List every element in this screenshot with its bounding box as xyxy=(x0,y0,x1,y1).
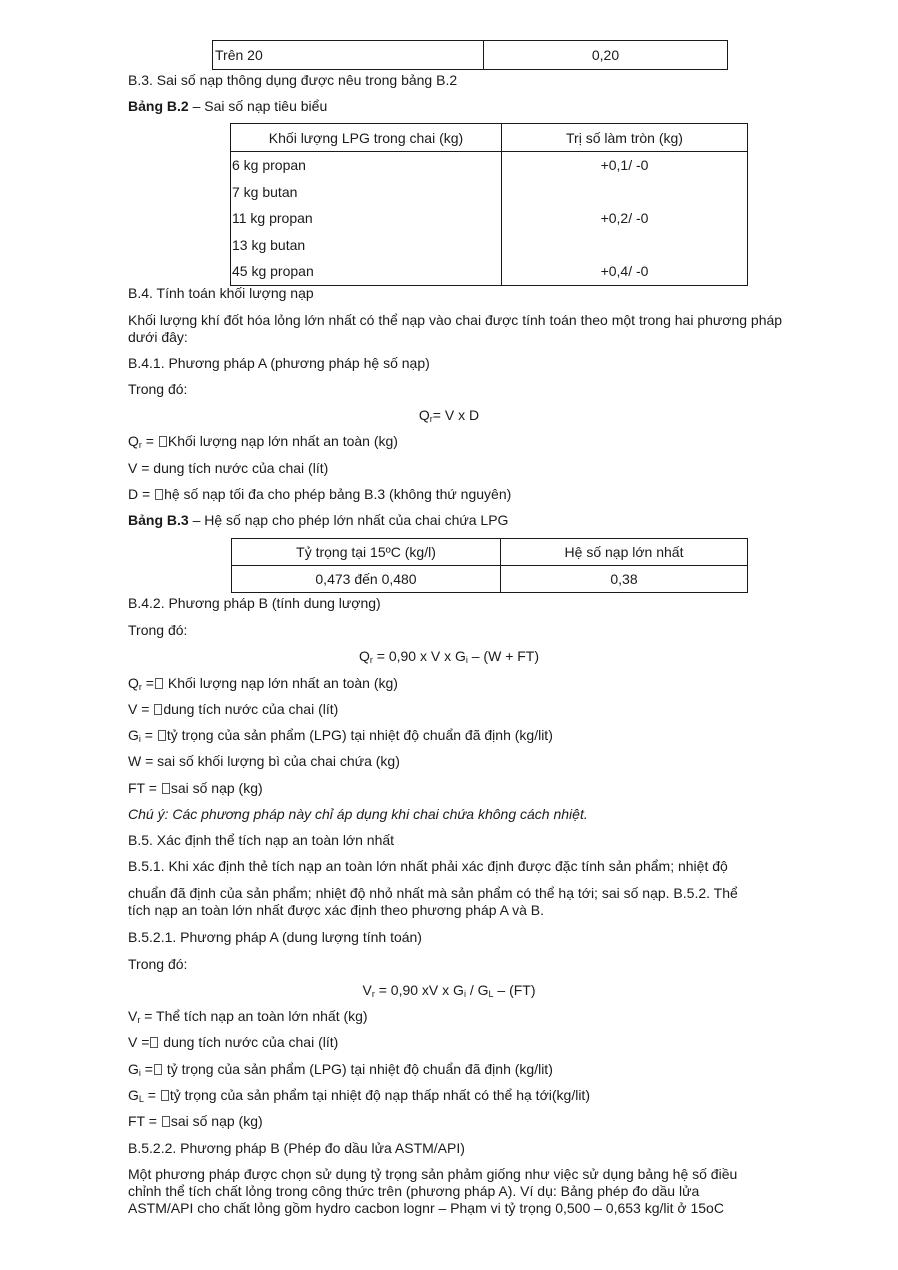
def-v-a xyxy=(128,460,328,477)
def-symbol: FT xyxy=(128,780,145,796)
def-equals: = xyxy=(141,433,158,449)
def-equals: = xyxy=(140,1061,153,1077)
b51-line-1: B.5.1. Khi xác định thẻ tích nạp an toàn lớn nhất phải xác định được đặc tính sản phẩm; nhiệt độ xyxy=(128,858,728,874)
def-vr-c xyxy=(128,1008,368,1025)
def-equals: = xyxy=(144,1113,161,1129)
table-b2-header-mass: Khối lượng LPG trong chai (kg) xyxy=(231,124,502,152)
b5-title: B.5. Xác định thể tích nạp an toàn lớn nhất xyxy=(128,832,395,848)
def-description: tỷ trọng của sản phẩm (LPG) tại nhiệt độ chuẩn đã định (kg/lit) xyxy=(162,1061,553,1077)
table-b3-caption-text: – Hệ số nạp cho phép lớn nhất của chai chứa LPG xyxy=(188,512,509,528)
def-v-c xyxy=(128,1034,338,1051)
def-equals: = xyxy=(144,780,161,796)
formula-b-subscript: r xyxy=(369,655,373,665)
def-description: tỷ trọng của sản phẩm (LPG) tại nhiệt độ chuẩn đã định (kg/lit) xyxy=(166,727,553,743)
def-description: dung tích nước của chai (lít) xyxy=(163,701,339,717)
missing-glyph-icon xyxy=(161,1090,169,1101)
def-equals: = xyxy=(137,701,154,717)
def-subscript: i xyxy=(138,1068,141,1078)
def-v-b xyxy=(128,701,338,718)
def-d-a xyxy=(128,486,511,503)
formula-c-rest: – (FT) xyxy=(493,982,536,998)
missing-glyph-icon xyxy=(154,1064,162,1075)
def-equals: = xyxy=(141,675,154,691)
table-b3 xyxy=(231,538,748,593)
def-description: sai số nạp (kg) xyxy=(170,780,263,796)
def-description: = sai số khối lượng bì của chai chứa (kg) xyxy=(141,753,400,769)
table-b3-header-density: Tỷ trọng tại 15ºC (kg/l) xyxy=(232,539,501,566)
table-b2-value-cell: +0,4/ -0 xyxy=(600,263,649,279)
formula-b xyxy=(0,648,898,665)
def-w-b xyxy=(128,753,400,770)
table-b3-caption xyxy=(128,512,508,529)
formula-b-symbol: Q xyxy=(358,648,370,664)
def-symbol: V xyxy=(128,1034,138,1050)
formula-c-subscript: r xyxy=(371,989,375,999)
table-b2-value-cell: +0,1/ -0 xyxy=(600,157,649,173)
table-b2-value-cell: +0,2/ -0 xyxy=(600,210,649,226)
formula-c-subscript-2: i xyxy=(463,989,466,999)
def-description: = Thể tích nạp an toàn lớn nhất (kg) xyxy=(140,1008,368,1024)
b3-text: B.3. Sai số nạp thông dụng được nêu trong bảng B.2 xyxy=(128,72,458,88)
top-table-left-cell: Trên 20 xyxy=(213,41,484,70)
def-symbol: Q xyxy=(128,675,139,691)
def-equals: = xyxy=(138,486,155,502)
table-b2-mass-cell: 6 kg propan xyxy=(232,157,306,173)
def-ft-c xyxy=(128,1113,263,1130)
formula-c-middle-2: / G xyxy=(465,982,489,998)
def-symbol: G xyxy=(128,1061,139,1077)
def-symbol: Q xyxy=(128,433,139,449)
trong-do-label: Trong đó: xyxy=(128,956,188,972)
top-table xyxy=(212,40,728,70)
table-b2-caption-label: Bảng B.2 xyxy=(128,98,189,114)
last-para-line-3: ASTM/API cho chất lỏng gồm hydro cacbon lognr – Phạm vi tỷ trọng 0,500 – 0,653 kg/lit ở 15oC xyxy=(128,1200,724,1216)
trong-do-label: Trong đó: xyxy=(128,622,188,638)
table-b2-value-cell xyxy=(504,232,745,259)
def-equals: = xyxy=(143,1087,160,1103)
missing-glyph-icon xyxy=(155,678,163,689)
table-b2-mass-column xyxy=(231,152,502,286)
b4-paragraph: Khối lượng khí đốt hóa lỏng lớn nhất có thể nạp vào chai được tính toán theo một trong hai phương pháp dưới đây: xyxy=(128,312,783,345)
missing-glyph-icon xyxy=(155,489,163,500)
def-subscript: r xyxy=(138,440,142,450)
def-description: Khối lượng nạp lớn nhất an toàn (kg) xyxy=(167,433,398,449)
b51-line-2: chuẩn đã định của sản phẩm; nhiệt độ nhỏ nhất mà sản phẩm có thể hạ tới; sai số nạp. B.5.2. Thể xyxy=(128,885,738,901)
def-symbol: D xyxy=(128,486,139,502)
missing-glyph-icon xyxy=(154,704,162,715)
def-ft-b xyxy=(128,780,263,797)
table-b2-mass-cell: 45 kg propan xyxy=(232,263,314,279)
table-b2-header-value: Trị số làm tròn (kg) xyxy=(502,124,748,152)
formula-c-symbol: V xyxy=(362,982,372,998)
def-description: hệ số nạp tối đa cho phép bảng B.3 (không thứ nguyên) xyxy=(164,486,512,502)
formula-c xyxy=(0,982,898,999)
def-symbol: V xyxy=(128,460,138,476)
note-text: Chú ý: Các phương pháp này chỉ áp dụng khi chai chứa không cách nhiệt. xyxy=(128,806,588,822)
table-b2 xyxy=(230,123,748,286)
top-table-right-cell: 0,20 xyxy=(484,41,728,70)
table-b2-caption-text: – Sai số nạp tiêu biểu xyxy=(188,98,328,114)
formula-b-middle: = 0,90 x V x G xyxy=(372,648,466,664)
formula-b-rest: – (W + FT) xyxy=(467,648,540,664)
def-equals: = xyxy=(140,727,157,743)
def-description: dung tích nước của chai (lít) xyxy=(159,1034,339,1050)
def-qr-b xyxy=(128,675,398,692)
formula-b-subscript-2: i xyxy=(465,655,468,665)
formula-a-rest: = V x D xyxy=(432,407,480,423)
missing-glyph-icon xyxy=(162,783,170,794)
b522-title: B.5.2.2. Phương pháp B (Phép đo dầu lửa ASTM/API) xyxy=(128,1140,465,1156)
def-gi-c xyxy=(128,1061,553,1078)
missing-glyph-icon xyxy=(150,1037,158,1048)
missing-glyph-icon xyxy=(159,436,167,447)
def-symbol: V xyxy=(128,701,138,717)
last-para-line-2: chỉnh thể tích chất lỏng trong công thức trên (phương pháp A). Ví dụ: Bảng phép đo dầu lửa xyxy=(128,1183,700,1199)
def-equals: = xyxy=(137,1034,150,1050)
def-symbol: G xyxy=(128,1087,139,1103)
def-description: tỷ trọng của sản phẩm tại nhiệt độ nạp thấp nhất có thể hạ tới(kg/lit) xyxy=(169,1087,590,1103)
def-description: = dung tích nước của chai (lít) xyxy=(137,460,329,476)
def-gi-b xyxy=(128,727,553,744)
b51-line-3: tích nạp an toàn lớn nhất được xác định theo phương pháp A và B. xyxy=(128,902,545,918)
missing-glyph-icon xyxy=(158,730,166,741)
table-b2-caption xyxy=(128,98,327,115)
b42-title: B.4.2. Phương pháp B (tính dung lượng) xyxy=(128,595,381,611)
def-subscript: r xyxy=(137,1015,141,1025)
formula-c-subscript-3: L xyxy=(488,989,494,999)
b41-title: B.4.1. Phương pháp A (phương pháp hệ số nạp) xyxy=(128,355,430,371)
b521-title: B.5.2.1. Phương pháp A (dung lượng tính toán) xyxy=(128,929,422,945)
def-description: Khối lượng nạp lớn nhất an toàn (kg) xyxy=(163,675,398,691)
formula-a xyxy=(0,407,898,424)
def-subscript: L xyxy=(138,1094,144,1104)
formula-a-subscript: r xyxy=(429,414,433,424)
table-b2-mass-cell: 11 kg propan xyxy=(232,210,313,226)
table-b2-mass-cell: 13 kg butan xyxy=(232,236,306,253)
formula-c-middle: = 0,90 xV x G xyxy=(374,982,464,998)
def-subscript: r xyxy=(138,682,142,692)
def-symbol: FT xyxy=(128,1113,145,1129)
b4-title: B.4. Tính toán khối lượng nạp xyxy=(128,285,314,301)
table-b2-value-column xyxy=(502,152,748,286)
missing-glyph-icon xyxy=(162,1116,170,1127)
table-b3-factor-cell: 0,38 xyxy=(501,566,748,593)
table-b3-caption-label: Bảng B.3 xyxy=(128,512,189,528)
last-para-line-1: Một phương pháp được chọn sử dụng tỷ trọng sản phảm giống như việc sử dụng bảng hệ số điều xyxy=(128,1166,738,1182)
def-symbol: W xyxy=(128,753,142,769)
formula-a-symbol: Q xyxy=(418,407,430,423)
def-subscript: i xyxy=(138,734,141,744)
trong-do-label: Trong đó: xyxy=(128,381,188,397)
table-b3-header-factor: Hệ số nạp lớn nhất xyxy=(501,539,748,566)
def-description: sai số nạp (kg) xyxy=(170,1113,263,1129)
table-b2-value-cell xyxy=(504,179,745,206)
table-b2-mass-cell: 7 kg butan xyxy=(232,183,298,200)
def-gl-c xyxy=(128,1087,590,1104)
def-symbol: G xyxy=(128,727,139,743)
table-b3-density-cell: 0,473 đến 0,480 xyxy=(232,566,501,593)
def-qr-a xyxy=(128,433,398,450)
def-symbol: V xyxy=(128,1008,138,1024)
